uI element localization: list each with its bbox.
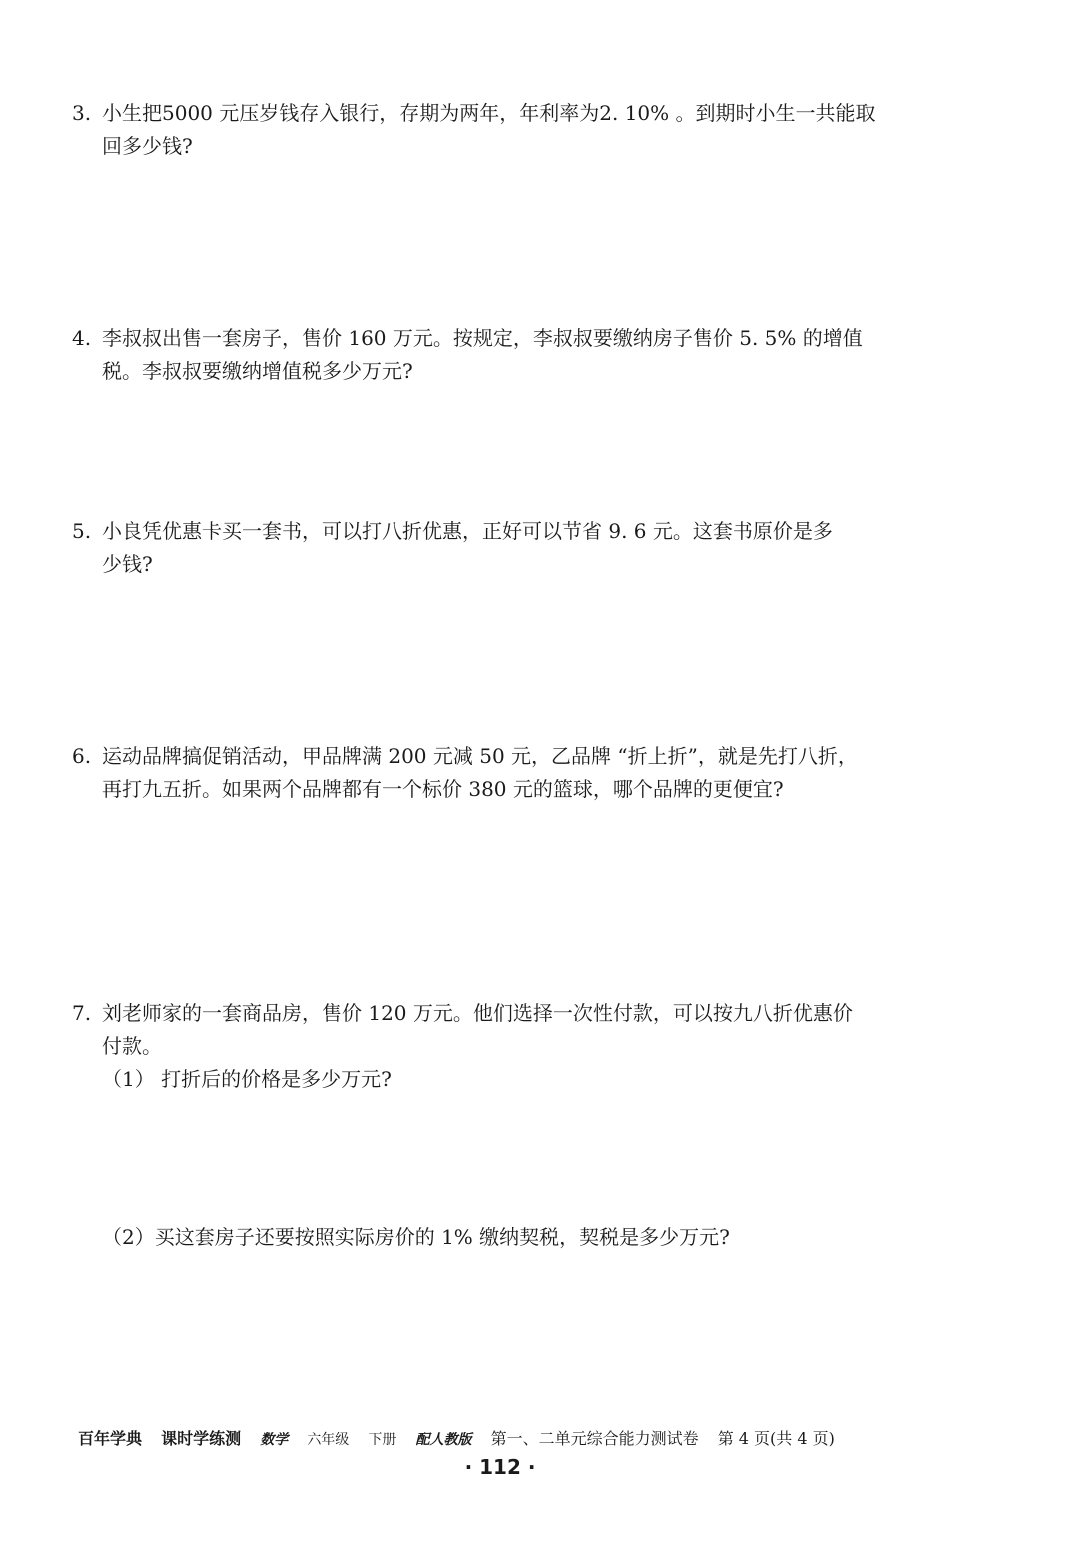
footer-grade: 六年级	[307, 1432, 350, 1448]
question-number: 5.	[72, 519, 92, 543]
question-4	[72, 322, 942, 388]
question-3	[72, 97, 942, 163]
sub-question-7-2: （2）买这套房子还要按照实际房价的 1% 缴纳契税，契税是多少万元?	[102, 1225, 730, 1249]
question-text-continued: 回多少钱?	[102, 134, 193, 158]
page-footer	[78, 1427, 938, 1452]
question-7	[72, 997, 942, 1063]
footer-page-info: 第 4 页(共 4 页)	[717, 1429, 835, 1448]
footer-brand: 百年学典	[78, 1429, 143, 1448]
page-number: · 112 ·	[464, 1455, 536, 1479]
question-6	[72, 740, 942, 806]
question-text: 小良凭优惠卡买一套书，可以打八折优惠，正好可以节省 9. 6 元。这套书原价是多	[102, 519, 833, 543]
question-text: 李叔叔出售一套房子，售价 160 万元。按规定，李叔叔要缴纳房子售价 5. 5% 的增值	[102, 326, 863, 350]
question-text: 刘老师家的一套商品房，售价 120 万元。他们选择一次性付款，可以按九八折优惠价	[102, 1001, 853, 1025]
question-text-continued: 少钱?	[102, 552, 153, 576]
question-text-continued: 税。李叔叔要缴纳增值税多少万元?	[102, 359, 413, 383]
sub-question-7-1: （1） 打折后的价格是多少万元?	[102, 1067, 392, 1091]
footer-subject: 数学	[260, 1432, 289, 1448]
footer-series: 课时学练测	[161, 1429, 242, 1448]
footer-test-title: 第一、二单元综合能力测试卷	[490, 1429, 699, 1448]
question-text: 小生把5000 元压岁钱存入银行，存期为两年，年利率为2. 10% 。到期时小生一共能取	[102, 101, 876, 125]
footer-volume: 下册	[368, 1432, 397, 1448]
question-number: 3.	[72, 101, 92, 125]
question-text-continued: 付款。	[102, 1034, 162, 1058]
question-number: 4.	[72, 326, 92, 350]
question-5	[72, 515, 942, 581]
footer-edition: 配人教版	[415, 1432, 472, 1448]
question-number: 6.	[72, 744, 92, 768]
question-text-continued: 再打九五折。如果两个品牌都有一个标价 380 元的篮球，哪个品牌的更便宜?	[102, 777, 784, 801]
question-text: 运动品牌搞促销活动，甲品牌满 200 元减 50 元，乙品牌 “折上折”，就是先打八折，	[102, 744, 858, 768]
question-number: 7.	[72, 1001, 92, 1025]
